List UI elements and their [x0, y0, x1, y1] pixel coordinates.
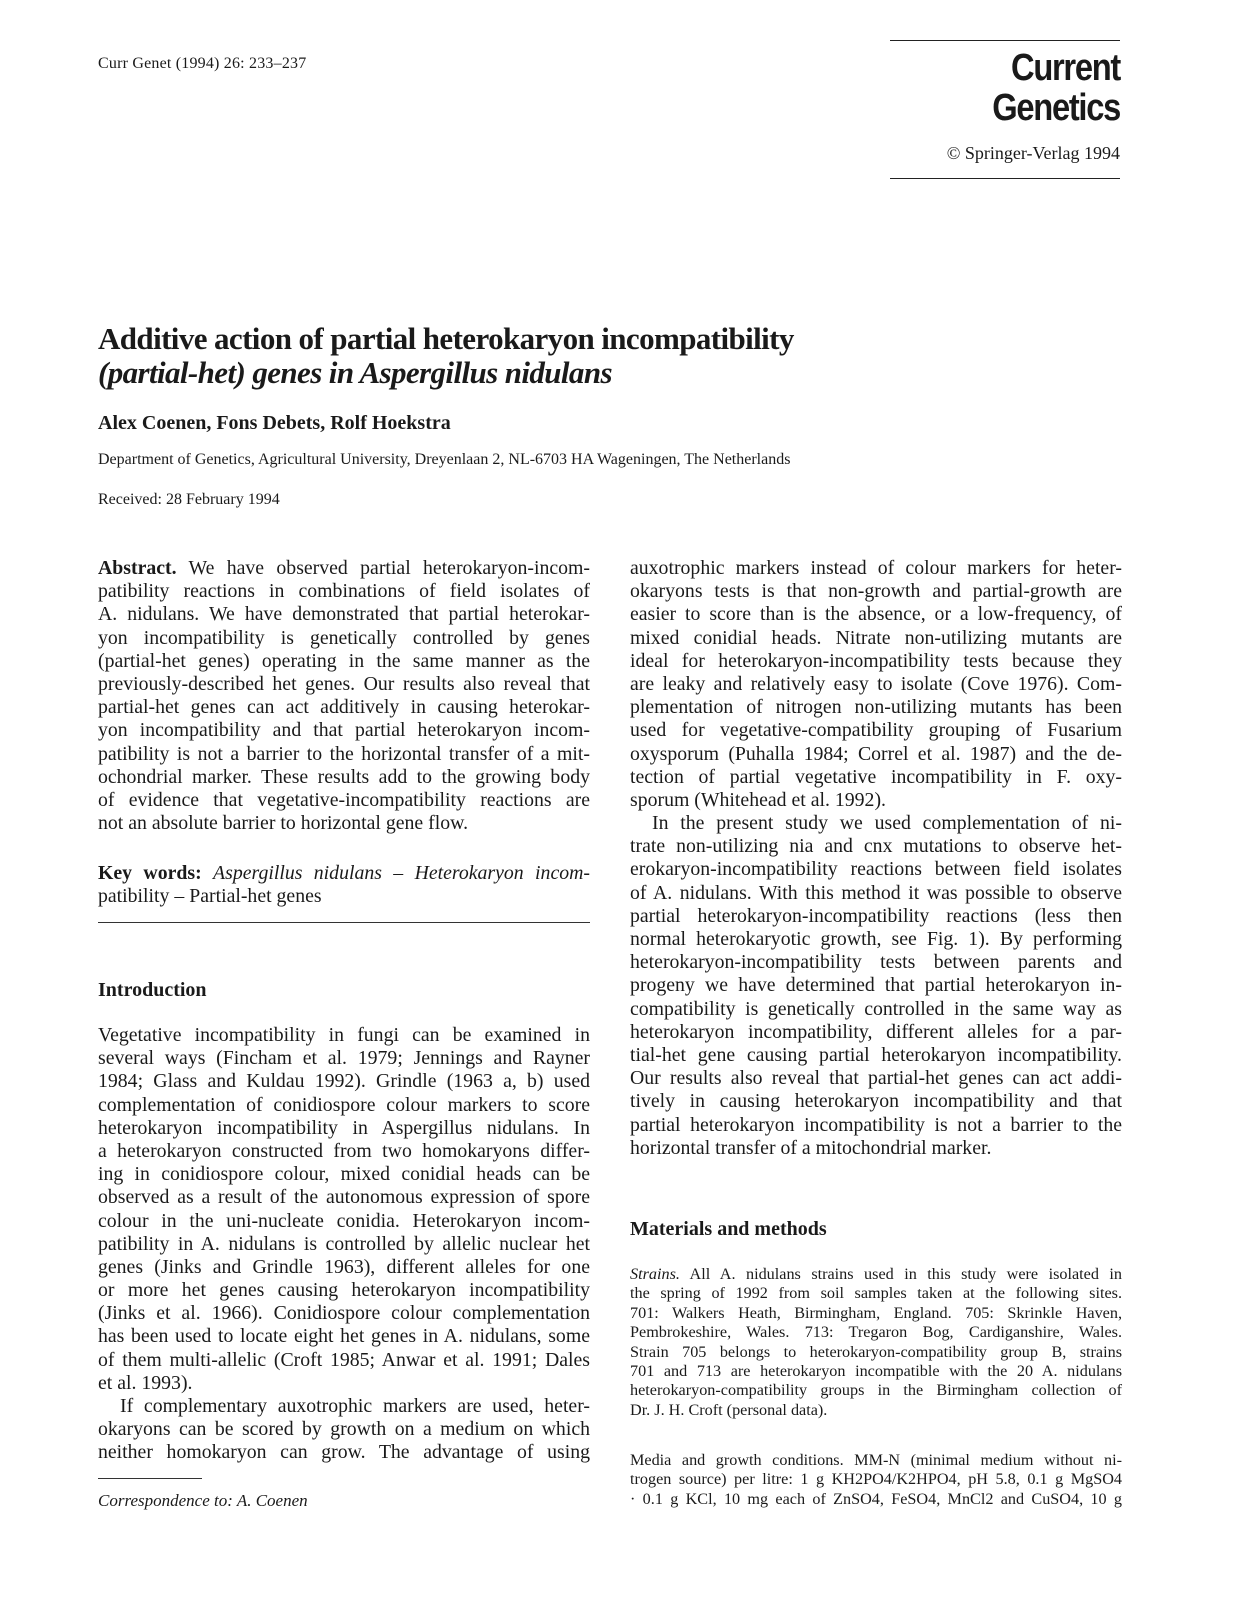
- keywords: [98, 862, 590, 908]
- methods-heading: Materials and methods: [630, 1218, 827, 1240]
- abstract-line: of evidence that vegetative-incompatibility reactions are: [98, 788, 590, 811]
- abstract-line: partial-het genes can act additively in causing heterokar-: [98, 696, 590, 719]
- title-line: Additive action of partial heterokaryon incompatibility: [98, 321, 794, 356]
- intro-line: auxotrophic markers instead of colour markers for heter-: [630, 557, 1122, 579]
- abstract-line: yon incompatibility and that partial heterokaryon incom-: [98, 719, 590, 742]
- abstract-line: ochondrial marker. These results add to the growing body: [98, 765, 590, 788]
- strains-line: the spring of 1992 from soil samples taken at the following sites.: [630, 1284, 1122, 1303]
- introduction-continued: [630, 557, 1122, 1160]
- intro-line: tively in causing heterokaryon incompatibility and that: [630, 1090, 1122, 1113]
- strains-line: 701 and 713 are heterokaryon incompatible with the 20 A. nidulans: [630, 1361, 1122, 1380]
- intro-line: If complementary auxotrophic markers are used, heter-: [120, 1395, 590, 1417]
- intro-line: normal heterokaryotic growth, see Fig. 1). By performing: [630, 928, 1122, 950]
- strains-text: All A. nidulans strains used in this study were isolated in: [689, 1265, 1122, 1283]
- strains-line: Strain 705 belongs to heterokaryon-compatibility group B, strains: [630, 1342, 1122, 1361]
- intro-line: tection of partial vegetative incompatibility in F. oxy-: [630, 765, 1122, 788]
- intro-line: Vegetative incompatibility in fungi can be examined in: [98, 1024, 590, 1046]
- abstract-text: We have observed partial heterokaryon-incom-: [188, 557, 590, 579]
- intro-line: (Jinks et al. 1966). Conidiospore colour complementation: [98, 1302, 590, 1325]
- media-line: Media and growth conditions. MM-N (minimal medium without ni-: [630, 1451, 1122, 1469]
- intro-line: heterokaryon incompatibility, different alleles for a par-: [630, 1020, 1122, 1043]
- intro-line: has been used to locate eight het genes in A. nidulans, some: [98, 1325, 590, 1348]
- article-title: [98, 322, 998, 390]
- intro-line: sporum (Whitehead et al. 1992).: [630, 788, 886, 811]
- masthead-bottom-rule: [890, 178, 1120, 179]
- introduction-heading: Introduction: [98, 979, 207, 1001]
- journal-citation: Curr Genet (1994) 26: 233–237: [98, 55, 307, 72]
- keywords-label: Key words:: [98, 862, 202, 884]
- keywords-line: [98, 862, 590, 885]
- intro-line: plementation of nitrogen non-utilizing mutants has been: [630, 696, 1122, 719]
- strains-label: Strains.: [630, 1265, 680, 1283]
- intro-line: complementation of conidiospore colour markers to score: [98, 1093, 590, 1116]
- intro-line: genes (Jinks and Grindle 1963), different alleles for one: [98, 1255, 590, 1278]
- intro-line: tial-het gene causing partial heterokaryon incompatibility.: [630, 1043, 1122, 1066]
- footnote-rule: [98, 1478, 202, 1479]
- abstract-line: not an absolute barrier to horizontal gene flow.: [98, 812, 469, 835]
- abstract-line: [98, 557, 590, 580]
- abstract-line: (partial-het genes) operating in the same manner as the: [98, 649, 590, 672]
- intro-line: several ways (Fincham et al. 1979; Jennings and Rayner: [98, 1047, 590, 1070]
- abstract-separator: [98, 922, 590, 923]
- intro-line: or more het genes causing heterokaryon incompatibility: [98, 1279, 590, 1302]
- abstract-line: A. nidulans. We have demonstrated that partial heterokar-: [98, 603, 590, 626]
- intro-line: et al. 1993).: [98, 1371, 193, 1394]
- intro-line: trate non-utilizing nia and cnx mutations to observe het-: [630, 835, 1122, 858]
- intro-line: oxysporum (Puhalla 1984; Correl et al. 1987) and the de-: [630, 742, 1122, 765]
- keywords-line: patibility – Partial-het genes: [98, 885, 322, 908]
- title-line: (partial-het) genes in Aspergillus nidulans: [98, 355, 612, 390]
- intro-line: easier to score than is the absence, or a low-frequency, of: [630, 603, 1122, 626]
- intro-line: mixed conidial heads. Nitrate non-utilizing mutants are: [630, 626, 1122, 649]
- abstract-label: Abstract.: [98, 557, 177, 579]
- keywords-text: Aspergillus nidulans – Heterokaryon incom-: [213, 862, 590, 884]
- intro-line: ideal for heterokaryon-incompatibility tests because they: [630, 649, 1122, 672]
- publisher-copyright: © Springer-Verlag 1994: [946, 142, 1120, 163]
- abstract-line: yon incompatibility is genetically controlled by genes: [98, 626, 590, 649]
- intro-line: okaryons can be scored by growth on a medium on which: [98, 1418, 590, 1441]
- authors: Alex Coenen, Fons Debets, Rolf Hoekstra: [98, 412, 451, 434]
- journal-name: Current Genetics: [992, 47, 1120, 129]
- media-paragraph: [630, 1451, 1122, 1509]
- intro-line: compatibility is genetically controlled in the same way as: [630, 997, 1122, 1020]
- intro-line: In the present study we used complementation of ni-: [652, 812, 1122, 835]
- intro-line: of A. nidulans. With this method it was possible to observe: [630, 881, 1122, 904]
- masthead-top-rule: [890, 40, 1120, 41]
- intro-line: patibility in A. nidulans is controlled by allelic nuclear het: [98, 1232, 590, 1255]
- strains-line: 701: Walkers Heath, Birmingham, England. 705: Skrinkle Haven,: [630, 1303, 1122, 1322]
- intro-line: used for vegetative-compatibility grouping of Fusarium: [630, 719, 1122, 742]
- correspondence-footnote: Correspondence to: A. Coenen: [98, 1491, 308, 1510]
- intro-line: are leaky and relatively easy to isolate (Cove 1976). Com-: [630, 672, 1122, 695]
- received-date: Received: 28 February 1994: [98, 491, 280, 508]
- intro-line: horizontal transfer of a mitochondrial marker.: [630, 1136, 992, 1159]
- intro-line: partial heterokaryon-incompatibility reactions (less then: [630, 904, 1122, 927]
- abstract-line: patibility is not a barrier to the horizontal transfer of a mit-: [98, 742, 590, 765]
- affiliation: Department of Genetics, Agricultural University, Dreyenlaan 2, NL-6703 HA Wageningen, The Netherlands: [98, 451, 791, 468]
- intro-line: erokaryon-incompatibility reactions between field isolates: [630, 858, 1122, 881]
- abstract-line: patibility reactions in combinations of field isolates of: [98, 580, 590, 603]
- intro-line: partial heterokaryon incompatibility is not a barrier to the: [630, 1113, 1122, 1136]
- strains-paragraph: [630, 1265, 1122, 1420]
- intro-line: a heterokaryon constructed from two homokaryons differ-: [98, 1139, 590, 1162]
- strains-line: heterokaryon-compatibility groups in the Birmingham collection of: [630, 1381, 1122, 1400]
- strains-line: Pembrokeshire, Wales. 713: Tregaron Bog, Cardiganshire, Wales.: [630, 1323, 1122, 1342]
- intro-line: neither homokaryon can grow. The advantage of using: [98, 1441, 590, 1464]
- journal-masthead: [890, 40, 1120, 179]
- intro-line: heterokaryon incompatibility in Aspergillus nidulans. In: [98, 1116, 590, 1139]
- media-line: · 0.1 g KCl, 10 mg each of ZnSO4, FeSO4, MnCl2 and CuSO4, 10 g: [630, 1489, 1122, 1508]
- intro-line: Our results also reveal that partial-het genes can act addi-: [630, 1067, 1122, 1090]
- strains-line: Dr. J. H. Croft (personal data).: [630, 1400, 828, 1419]
- strains-line: [630, 1265, 1122, 1284]
- introduction-body: [98, 1024, 590, 1465]
- intro-line: of them multi-allelic (Croft 1985; Anwar et al. 1991; Dales: [98, 1348, 590, 1371]
- intro-line: 1984; Glass and Kuldau 1992). Grindle (1963 a, b) used: [98, 1070, 590, 1093]
- abstract: [98, 557, 590, 835]
- intro-line: progeny we have determined that partial heterokaryon in-: [630, 974, 1122, 997]
- abstract-line: previously-described het genes. Our results also reveal that: [98, 672, 590, 695]
- intro-line: heterokaryon-incompatibility tests between parents and: [630, 951, 1122, 974]
- media-line: trogen source) per litre: 1 g KH2PO4/K2HPO4, pH 5.8, 0.1 g MgSO4: [630, 1470, 1122, 1489]
- intro-line: okaryons tests is that non-growth and partial-growth are: [630, 580, 1122, 603]
- intro-line: observed as a result of the autonomous expression of spore: [98, 1186, 590, 1209]
- intro-line: ing in conidiospore colour, mixed conidial heads can be: [98, 1163, 590, 1186]
- intro-line: colour in the uni-nucleate conidia. Heterokaryon incom-: [98, 1209, 590, 1232]
